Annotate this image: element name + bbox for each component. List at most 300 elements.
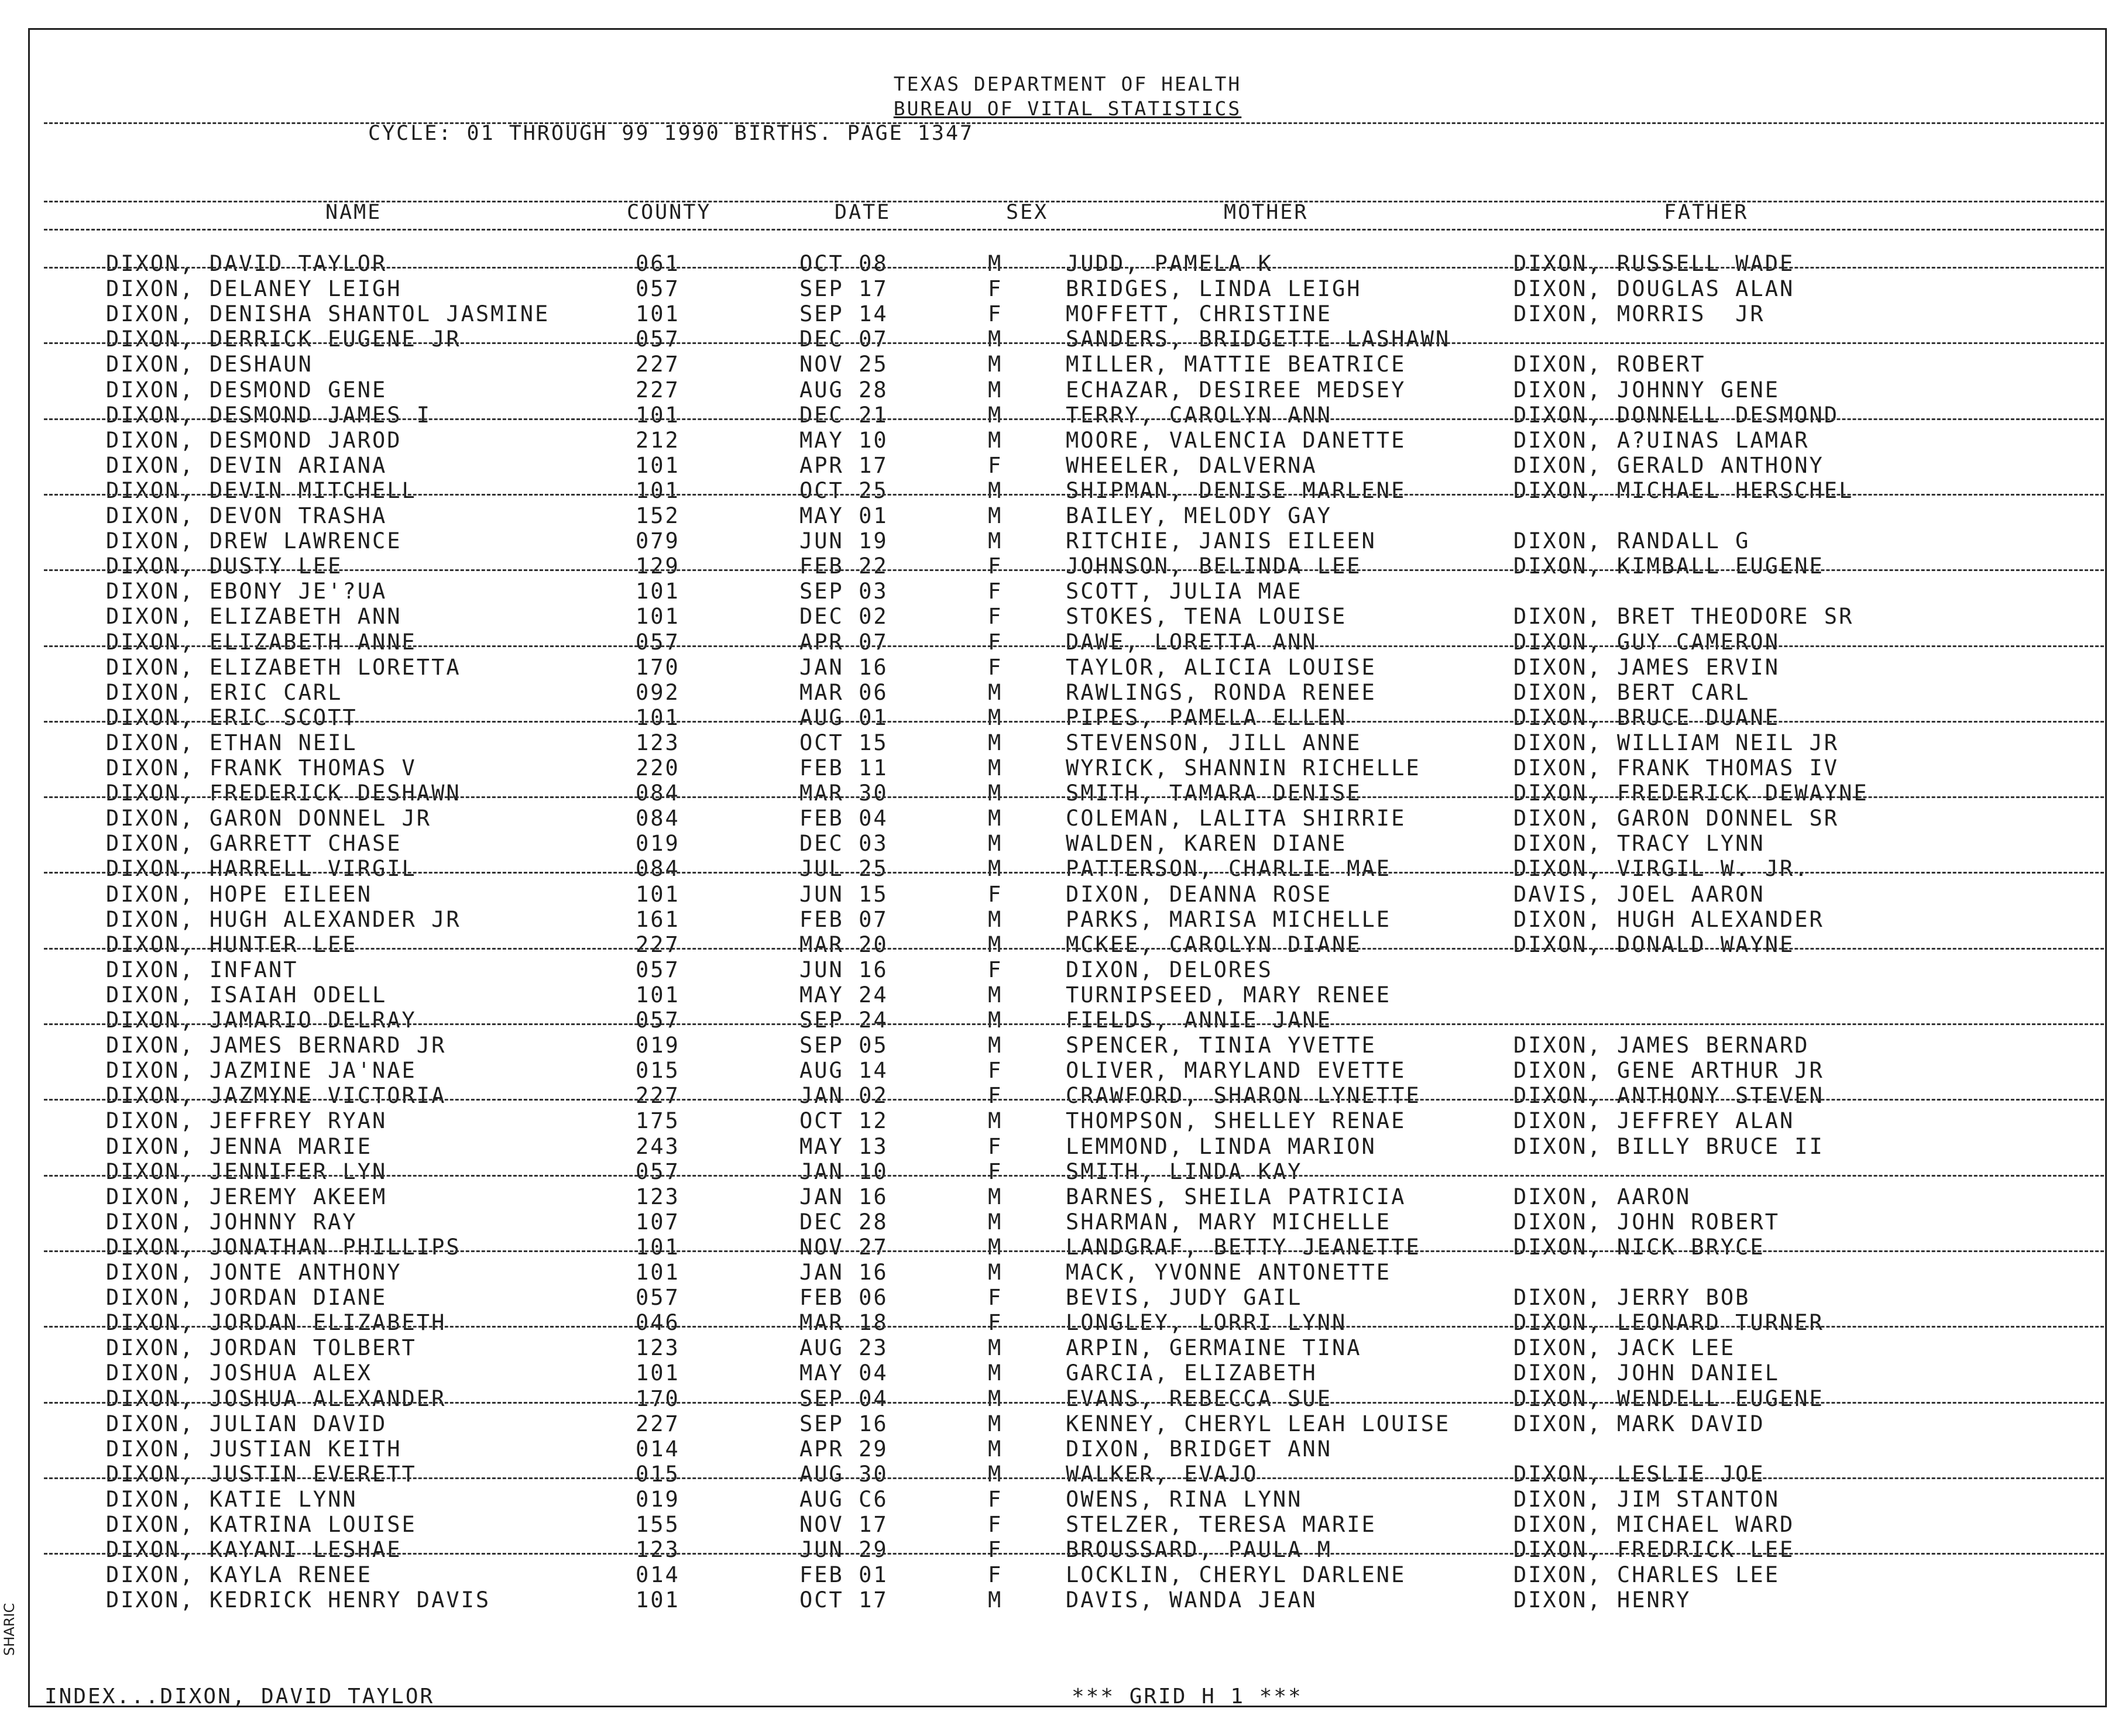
cell-date: SEP 04 — [799, 1386, 888, 1411]
cell-mother: SHARMAN, MARY MICHELLE — [1066, 1209, 1392, 1235]
cell-name: DIXON, FRANK THOMAS V — [106, 755, 417, 781]
cell-name: DIXON, DELANEY LEIGH — [106, 276, 402, 301]
cell-mother: LANDGRAF, BETTY JEANETTE — [1066, 1235, 1421, 1260]
cell-father: DIXON, ANTHONY STEVEN — [1513, 1083, 1824, 1108]
cell-father: DIXON, BRET THEODORE SR — [1513, 604, 1854, 629]
cell-mother: THOMPSON, SHELLEY RENAE — [1066, 1108, 1406, 1133]
cell-father: DIXON, DONNELL DESMOND — [1513, 403, 1839, 428]
cell-county: 057 — [636, 957, 680, 982]
cell-sex: M — [988, 806, 1003, 831]
cell-sex: M — [988, 1436, 1003, 1462]
cell-date: MAY 10 — [799, 428, 888, 453]
row-separator — [44, 796, 2104, 798]
cell-county: 101 — [636, 1235, 680, 1260]
cell-date: JUN 29 — [799, 1537, 888, 1562]
cell-father: DAVIS, JOEL AARON — [1513, 882, 1765, 907]
cell-sex: F — [988, 301, 1003, 326]
table-row — [30, 326, 2105, 352]
cell-sex: F — [988, 882, 1003, 907]
cell-sex: F — [988, 630, 1003, 655]
cell-date: DEC 28 — [799, 1209, 888, 1235]
cell-mother: JUDD, PAMELA K — [1066, 251, 1273, 276]
cell-county: 057 — [636, 1285, 680, 1310]
cell-county: 170 — [636, 1386, 680, 1411]
cell-name: DIXON, ERIC CARL — [106, 680, 343, 705]
cell-sex: F — [988, 453, 1003, 478]
cell-father: DIXON, GENE ARTHUR JR — [1513, 1058, 1824, 1083]
cell-county: 019 — [636, 1487, 680, 1512]
cell-county: 101 — [636, 301, 680, 326]
cell-date: MAR 06 — [799, 680, 888, 705]
cell-county: 101 — [636, 1587, 680, 1613]
column-header-father: FATHER — [1664, 201, 1749, 224]
cell-sex: M — [988, 1108, 1003, 1133]
cell-father: DIXON, HENRY — [1513, 1587, 1691, 1613]
cell-name: DIXON, DREW LAWRENCE — [106, 528, 402, 554]
cell-father: DIXON, FREDRICK LEE — [1513, 1537, 1795, 1562]
cell-sex: M — [988, 1033, 1003, 1058]
department-title: TEXAS DEPARTMENT OF HEALTH — [893, 73, 1242, 95]
table-row — [30, 1562, 2105, 1587]
cell-county: 079 — [636, 528, 680, 554]
cell-father: DIXON, MICHAEL WARD — [1513, 1512, 1795, 1537]
cell-county: 129 — [636, 554, 680, 579]
cell-date: JAN 02 — [799, 1083, 888, 1108]
cell-mother: PIPES, PAMELA ELLEN — [1066, 705, 1347, 730]
cell-mother: SCOTT, JULIA MAE — [1066, 579, 1303, 604]
cell-sex: M — [988, 1411, 1003, 1436]
table-row — [30, 1108, 2105, 1133]
table-row — [30, 1411, 2105, 1436]
table-row — [30, 276, 2105, 301]
cell-county: 057 — [636, 1008, 680, 1033]
table-row — [30, 453, 2105, 478]
cell-sex: M — [988, 755, 1003, 781]
cell-name: DIXON, KAYANI LESHAE — [106, 1537, 402, 1562]
cell-sex: M — [988, 1235, 1003, 1260]
cell-county: 046 — [636, 1310, 680, 1335]
cell-date: MAR 30 — [799, 781, 888, 806]
cell-name: DIXON, DERRICK EUGENE JR — [106, 326, 461, 352]
table-row — [30, 957, 2105, 982]
cell-name: DIXON, JUSTIAN KEITH — [106, 1436, 402, 1462]
table-row — [30, 982, 2105, 1008]
cell-father: DIXON, DONALD WAYNE — [1513, 932, 1795, 957]
cell-mother: TURNIPSEED, MARY RENEE — [1066, 982, 1392, 1008]
cell-date: SEP 24 — [799, 1008, 888, 1033]
cell-date: AUG 01 — [799, 705, 888, 730]
cell-sex: M — [988, 377, 1003, 403]
row-separator — [44, 342, 2104, 344]
cell-date: SEP 05 — [799, 1033, 888, 1058]
cell-date: SEP 17 — [799, 276, 888, 301]
cell-county: 123 — [636, 730, 680, 755]
table-row — [30, 1335, 2105, 1360]
cell-sex: M — [988, 1386, 1003, 1411]
cell-sex: M — [988, 1209, 1003, 1235]
cell-date: MAR 18 — [799, 1310, 888, 1335]
cell-father: DIXON, JIM STANTON — [1513, 1487, 1780, 1512]
table-row — [30, 579, 2105, 604]
cell-sex: M — [988, 1335, 1003, 1360]
cell-mother: SMITH, LINDA KAY — [1066, 1159, 1303, 1184]
cell-date: JUN 16 — [799, 957, 888, 982]
cell-date: APR 17 — [799, 453, 888, 478]
cell-mother: RAWLINGS, RONDA RENEE — [1066, 680, 1376, 705]
row-separator — [44, 494, 2104, 496]
divider — [44, 229, 2104, 231]
cell-date: JUL 25 — [799, 856, 888, 881]
document-frame — [28, 28, 2107, 1707]
cell-mother: EVANS, REBECCA SUE — [1066, 1386, 1332, 1411]
cell-name: DIXON, JAMARIO DELRAY — [106, 1008, 417, 1033]
table-row — [30, 1033, 2105, 1058]
cell-sex: M — [988, 528, 1003, 554]
row-separator — [44, 1099, 2104, 1101]
cell-mother: TAYLOR, ALICIA LOUISE — [1066, 655, 1376, 680]
row-separator — [44, 418, 2104, 420]
table-row — [30, 301, 2105, 326]
cell-date: JAN 16 — [799, 1184, 888, 1209]
cell-father: DIXON, NICK BRYCE — [1513, 1235, 1765, 1260]
table-row — [30, 655, 2105, 680]
cell-county: 152 — [636, 503, 680, 528]
cell-county: 161 — [636, 907, 680, 932]
cell-date: APR 29 — [799, 1436, 888, 1462]
cell-county: 092 — [636, 680, 680, 705]
divider — [44, 122, 2104, 124]
cell-sex: M — [988, 1184, 1003, 1209]
cell-county: 015 — [636, 1058, 680, 1083]
cell-mother: KENNEY, CHERYL LEAH LOUISE — [1066, 1411, 1451, 1436]
cell-mother: WALDEN, KAREN DIANE — [1066, 831, 1347, 856]
cell-name: DIXON, DESMOND GENE — [106, 377, 387, 403]
cell-mother: BRIDGES, LINDA LEIGH — [1066, 276, 1362, 301]
row-separator — [44, 1477, 2104, 1479]
cell-sex: M — [988, 982, 1003, 1008]
cell-date: AUG 14 — [799, 1058, 888, 1083]
cell-county: 123 — [636, 1335, 680, 1360]
cell-name: DIXON, JEREMY AKEEM — [106, 1184, 387, 1209]
table-row — [30, 856, 2105, 881]
cell-date: DEC 02 — [799, 604, 888, 629]
cell-name: DIXON, DEVON TRASHA — [106, 503, 387, 528]
column-header-name: NAME — [325, 201, 382, 224]
cell-sex: F — [988, 554, 1003, 579]
cell-father: DIXON, JACK LEE — [1513, 1335, 1736, 1360]
cell-sex: M — [988, 907, 1003, 932]
cell-date: OCT 12 — [799, 1108, 888, 1133]
table-row — [30, 528, 2105, 554]
cell-father: DIXON, ROBERT — [1513, 352, 1706, 377]
cell-date: JAN 16 — [799, 1260, 888, 1285]
cell-name: DIXON, KATRINA LOUISE — [106, 1512, 417, 1537]
table-row — [30, 1436, 2105, 1462]
cell-mother: JOHNSON, BELINDA LEE — [1066, 554, 1362, 579]
cell-sex: M — [988, 856, 1003, 881]
bureau-title: BUREAU OF VITAL STATISTICS — [893, 97, 1242, 120]
table-row — [30, 730, 2105, 755]
cell-mother: STELZER, TERESA MARIE — [1066, 1512, 1376, 1537]
cell-father: DIXON, GERALD ANTHONY — [1513, 453, 1824, 478]
table-row — [30, 478, 2105, 503]
cell-county: 227 — [636, 1083, 680, 1108]
cell-father: DIXON, GARON DONNEL SR — [1513, 806, 1839, 831]
table-row — [30, 554, 2105, 579]
column-header-mother: MOTHER — [1224, 201, 1309, 224]
cell-name: DIXON, JONATHAN PHILLIPS — [106, 1235, 461, 1260]
cell-mother: CRAWFORD, SHARON LYNETTE — [1066, 1083, 1421, 1108]
cell-sex: M — [988, 932, 1003, 957]
cell-name: DIXON, ELIZABETH ANNE — [106, 630, 417, 655]
cell-county: 019 — [636, 1033, 680, 1058]
cell-date: MAY 04 — [799, 1360, 888, 1386]
cell-father: DIXON, MICHAEL HERSCHEL — [1513, 478, 1854, 503]
row-separator — [44, 645, 2104, 647]
row-separator — [44, 267, 2104, 269]
cell-mother: DAVIS, WANDA JEAN — [1066, 1587, 1317, 1613]
cell-name: DIXON, DUSTY LEE — [106, 554, 343, 579]
cell-county: 155 — [636, 1512, 680, 1537]
cell-mother: TERRY, CAROLYN ANN — [1066, 403, 1332, 428]
cell-sex: M — [988, 251, 1003, 276]
cell-father: DIXON, JERRY BOB — [1513, 1285, 1750, 1310]
cell-date: FEB 06 — [799, 1285, 888, 1310]
cell-mother: MILLER, MATTIE BEATRICE — [1066, 352, 1406, 377]
cell-county: 227 — [636, 932, 680, 957]
table-row — [30, 1235, 2105, 1260]
cell-county: 061 — [636, 251, 680, 276]
index-label: INDEX...DIXON, DAVID TAYLOR — [44, 1685, 435, 1709]
cell-name: DIXON, HUNTER LEE — [106, 932, 358, 957]
cell-sex: F — [988, 957, 1003, 982]
row-separator — [44, 721, 2104, 723]
cell-sex: M — [988, 1260, 1003, 1285]
cell-date: FEB 11 — [799, 755, 888, 781]
cell-sex: M — [988, 680, 1003, 705]
side-mark: SHARIC — [1, 1603, 18, 1656]
cell-date: SEP 16 — [799, 1411, 888, 1436]
table-row — [30, 604, 2105, 629]
cell-mother: SMITH, TAMARA DENISE — [1066, 781, 1362, 806]
row-separator — [44, 872, 2104, 874]
cell-date: NOV 25 — [799, 352, 888, 377]
divider — [44, 201, 2104, 202]
cell-date: AUG 23 — [799, 1335, 888, 1360]
cell-date: FEB 07 — [799, 907, 888, 932]
table-row — [30, 403, 2105, 428]
cell-name: DIXON, ELIZABETH ANN — [106, 604, 402, 629]
table-row — [30, 428, 2105, 453]
cell-county: 227 — [636, 1411, 680, 1436]
row-separator — [44, 1250, 2104, 1252]
cell-father: DIXON, LEONARD TURNER — [1513, 1310, 1824, 1335]
cell-father: DIXON, A?UINAS LAMAR — [1513, 428, 1810, 453]
cell-father: DIXON, LESLIE JOE — [1513, 1462, 1765, 1487]
cell-mother: DIXON, DEANNA ROSE — [1066, 882, 1332, 907]
cell-mother: MCKEE, CAROLYN DIANE — [1066, 932, 1362, 957]
table-row — [30, 630, 2105, 655]
cell-sex: F — [988, 1537, 1003, 1562]
cell-name: DIXON, JORDAN DIANE — [106, 1285, 387, 1310]
cell-sex: F — [988, 655, 1003, 680]
cell-county: 101 — [636, 453, 680, 478]
cell-sex: M — [988, 781, 1003, 806]
cell-name: DIXON, JULIAN DAVID — [106, 1411, 387, 1436]
row-separator — [44, 948, 2104, 950]
table-row — [30, 907, 2105, 932]
cell-name: DIXON, DEVIN ARIANA — [106, 453, 387, 478]
cell-father: DIXON, CHARLES LEE — [1513, 1562, 1780, 1587]
cell-name: DIXON, JAMES BERNARD JR — [106, 1033, 447, 1058]
cell-sex: M — [988, 1587, 1003, 1613]
cell-mother: PATTERSON, CHARLIE MAE — [1066, 856, 1392, 881]
cell-sex: F — [988, 1058, 1003, 1083]
cell-father: DIXON, DOUGLAS ALAN — [1513, 276, 1795, 301]
cell-mother: MACK, YVONNE ANTONETTE — [1066, 1260, 1392, 1285]
table-row — [30, 1386, 2105, 1411]
column-header-date: DATE — [835, 201, 891, 224]
cell-name: DIXON, JORDAN ELIZABETH — [106, 1310, 447, 1335]
cell-county: 019 — [636, 831, 680, 856]
cell-name: DIXON, JOHNNY RAY — [106, 1209, 358, 1235]
cell-name: DIXON, JONTE ANTHONY — [106, 1260, 402, 1285]
column-header-sex: SEX — [1006, 201, 1049, 224]
cell-county: 175 — [636, 1108, 680, 1133]
cell-father: DIXON, RANDALL G — [1513, 528, 1750, 554]
table-row — [30, 705, 2105, 730]
cell-mother: PARKS, MARISA MICHELLE — [1066, 907, 1392, 932]
cell-county: 084 — [636, 806, 680, 831]
cell-father: DIXON, KIMBALL EUGENE — [1513, 554, 1824, 579]
table-row — [30, 1260, 2105, 1285]
cell-mother: OLIVER, MARYLAND EVETTE — [1066, 1058, 1406, 1083]
cell-name: DIXON, DEVIN MITCHELL — [106, 478, 417, 503]
cell-date: APR 07 — [799, 630, 888, 655]
cell-mother: STEVENSON, JILL ANNE — [1066, 730, 1362, 755]
cell-sex: M — [988, 1008, 1003, 1033]
cell-county: 057 — [636, 326, 680, 352]
cell-name: DIXON, INFANT — [106, 957, 298, 982]
cell-name: DIXON, EBONY JE'?UA — [106, 579, 387, 604]
cell-father: DIXON, VIRGIL W. JR. — [1513, 856, 1810, 881]
cell-mother: SHIPMAN, DENISE MARLENE — [1066, 478, 1406, 503]
cell-date: JUN 19 — [799, 528, 888, 554]
cell-name: DIXON, DESMOND JAROD — [106, 428, 402, 453]
cell-mother: ARPIN, GERMAINE TINA — [1066, 1335, 1362, 1360]
cell-father: DIXON, JEFFREY ALAN — [1513, 1108, 1795, 1133]
cell-county: 014 — [636, 1436, 680, 1462]
cell-father: DIXON, HUGH ALEXANDER — [1513, 907, 1824, 932]
cell-county: 101 — [636, 478, 680, 503]
row-separator — [44, 1326, 2104, 1328]
column-header-county: COUNTY — [627, 201, 712, 224]
cell-father: DIXON, WENDELL EUGENE — [1513, 1386, 1824, 1411]
cell-father: DIXON, BILLY BRUCE II — [1513, 1134, 1824, 1159]
cell-county: 101 — [636, 1360, 680, 1386]
cell-county: 101 — [636, 1260, 680, 1285]
table-row — [30, 1058, 2105, 1083]
cell-sex: F — [988, 1562, 1003, 1587]
cell-sex: M — [988, 352, 1003, 377]
table-row — [30, 1587, 2105, 1613]
cell-date: FEB 01 — [799, 1562, 888, 1587]
cell-county: 057 — [636, 276, 680, 301]
cell-father: DIXON, MORRIS JR — [1513, 301, 1765, 326]
cell-name: DIXON, JUSTIN EVERETT — [106, 1462, 417, 1487]
cell-mother: LOCKLIN, CHERYL DARLENE — [1066, 1562, 1406, 1587]
cell-county: 015 — [636, 1462, 680, 1487]
cell-date: DEC 21 — [799, 403, 888, 428]
table-row — [30, 932, 2105, 957]
table-row — [30, 503, 2105, 528]
cell-sex: F — [988, 1159, 1003, 1184]
cell-mother: MOORE, VALENCIA DANETTE — [1066, 428, 1406, 453]
cell-sex: F — [988, 276, 1003, 301]
table-row — [30, 1134, 2105, 1159]
cell-sex: F — [988, 579, 1003, 604]
table-row — [30, 1462, 2105, 1487]
cell-mother: FIELDS, ANNIE JANE — [1066, 1008, 1332, 1033]
cell-father: DIXON, GUY CAMERON — [1513, 630, 1780, 655]
cell-mother: BARNES, SHEILA PATRICIA — [1066, 1184, 1406, 1209]
cell-county: 123 — [636, 1537, 680, 1562]
cell-date: AUG C6 — [799, 1487, 888, 1512]
cell-sex: M — [988, 503, 1003, 528]
cell-father: DIXON, JAMES BERNARD — [1513, 1033, 1810, 1058]
cell-sex: M — [988, 478, 1003, 503]
cell-name: DIXON, DESMOND JAMES I — [106, 403, 432, 428]
cell-name: DIXON, ETHAN NEIL — [106, 730, 358, 755]
table-row — [30, 831, 2105, 856]
table-row — [30, 1209, 2105, 1235]
cell-mother: LEMMOND, LINDA MARION — [1066, 1134, 1376, 1159]
cell-mother: DIXON, DELORES — [1066, 957, 1273, 982]
table-row — [30, 882, 2105, 907]
cell-name: DIXON, DAVID TAYLOR — [106, 251, 387, 276]
cell-county: 227 — [636, 377, 680, 403]
cell-county: 014 — [636, 1562, 680, 1587]
table-row — [30, 1285, 2105, 1310]
cell-county: 243 — [636, 1134, 680, 1159]
cell-date: FEB 22 — [799, 554, 888, 579]
row-separator — [44, 569, 2104, 571]
table-row — [30, 1083, 2105, 1108]
cell-date: OCT 08 — [799, 251, 888, 276]
cell-county: 101 — [636, 982, 680, 1008]
cell-county: 107 — [636, 1209, 680, 1235]
cell-county: 170 — [636, 655, 680, 680]
cell-county: 101 — [636, 705, 680, 730]
cell-name: DIXON, GARRETT CHASE — [106, 831, 402, 856]
cell-date: JUN 15 — [799, 882, 888, 907]
grid-label: *** GRID H 1 *** — [1072, 1685, 1303, 1709]
cell-father: DIXON, MARK DAVID — [1513, 1411, 1765, 1436]
cell-name: DIXON, KATIE LYNN — [106, 1487, 358, 1512]
table-row — [30, 1008, 2105, 1033]
cell-mother: MOFFETT, CHRISTINE — [1066, 301, 1332, 326]
cell-county: 101 — [636, 579, 680, 604]
cell-sex: M — [988, 428, 1003, 453]
cell-county: 101 — [636, 403, 680, 428]
row-separator — [44, 1175, 2104, 1177]
cell-mother: WHEELER, DALVERNA — [1066, 453, 1317, 478]
table-row — [30, 251, 2105, 276]
cell-date: MAY 13 — [799, 1134, 888, 1159]
cell-name: DIXON, JOSHUA ALEXANDER — [106, 1386, 447, 1411]
cell-father: DIXON, JOHNNY GENE — [1513, 377, 1780, 403]
cell-name: DIXON, DESHAUN — [106, 352, 313, 377]
